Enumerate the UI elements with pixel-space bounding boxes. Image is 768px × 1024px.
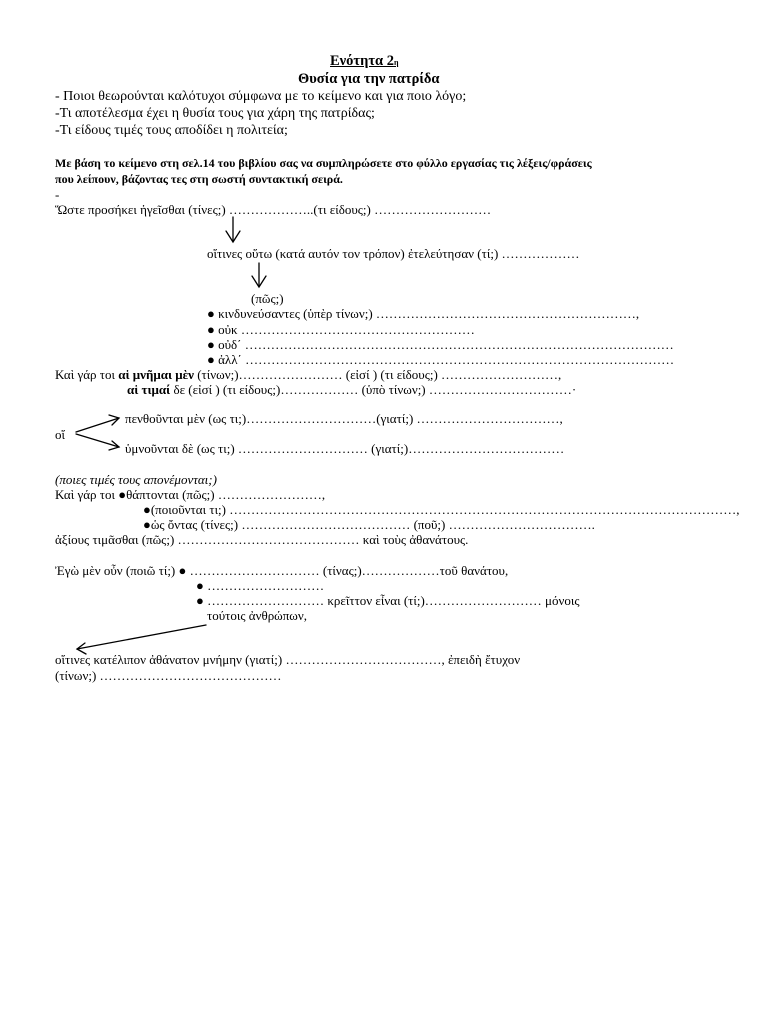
question-3: -Τι είδους τιμές τους αποδίδει η πολιτεία; (55, 123, 288, 138)
worksheet-line-18: ● ……………………… (196, 578, 325, 593)
instructions-line-1: Με βάση το κείμενο στη σελ.14 του βιβλίου σας να συμπληρώσετε στο φύλλο εργασίας τις λέξεις/φράσεις (55, 156, 592, 170)
worksheet-line-4: ● κινδυνεύσαντες (ὑπὲρ τίνων;) ……………………………………………………, (207, 306, 640, 321)
worksheet-line-11: ὑμνοῦνται δὲ (ως τι;) ………………………… (γιατί;)……………………………… (125, 441, 565, 456)
down-arrow-1 (226, 217, 240, 242)
line-8-lead: Καὶ γάρ τοι (55, 367, 119, 382)
line-8-rest: (τίνων;)…………………… (εἰσί ) (τι είδους;) ………………………, (193, 367, 562, 382)
line-8-bold: αἱ μνῆμαι μὲν (118, 367, 194, 382)
worksheet-line-5: ● οὐκ ……………………………………………… (207, 322, 475, 337)
worksheet-line-7: ● ἀλλ΄ ……………………………………………………………………………………… (207, 352, 675, 367)
worksheet-line-21: οἵτινες κατέλιπον ἀθάνατον μνήμην (γιατί;) ………………………………, ἐπειδὴ ἔτυχον (55, 652, 521, 667)
worksheet-line-16: ἀξίους τιμᾶσθαι (πῶς;) …………………………………… καὶ τοὺς ἀθανάτους. (55, 532, 469, 547)
worksheet-line-2: οἵτινες οὕτω (κατά αυτόν τον τρόπον) ἐτελεύτησαν (τί;) ……………… (207, 246, 580, 261)
worksheet-line-20: τούτοις ἀνθρώπων, (207, 608, 307, 623)
dash-marker: - (55, 187, 60, 202)
instructions-line-2: που λείπουν, βάζοντας τες στη σωστή συντακτική σειρά. (55, 172, 343, 186)
line-9-rest: δε (εἰσί ) (τι είδους;)……………… (ὑπὸ τίνων;) ……………………………· (170, 382, 577, 397)
worksheet-line-22: (τίνων;) …………………………………… (55, 668, 282, 683)
question-2: -Τι αποτέλεσμα έχει η θυσία τους για χάρη της πατρίδας; (55, 106, 375, 121)
worksheet-line-10: πενθοῦνται μὲν (ως τι;)…………………………(γιατί;) ……………………………, (125, 411, 563, 426)
title-main: Ενότητα 2 (330, 53, 394, 69)
worksheet-line-6: ● οὐδ΄ ……………………………………………………………………………………… (207, 337, 674, 352)
worksheet-line-1: Ὥστε προσήκει ἡγεῖσθαι (τίνες;) ………………..(τι είδους;) ……………………… (55, 202, 492, 217)
worksheet-line-12: (ποιες τιμές τους απονέμονται;) (55, 472, 217, 487)
worksheet-line-13: Καὶ γάρ τοι ●θάπτονται (πῶς;) ……………………, (55, 487, 326, 502)
worksheet-line-19: ● ……………………… κρεῖττον εἶναι (τί;)……………………… μόνοις (196, 593, 580, 608)
question-1: - Ποιοι θεωρούνται καλότυχοι σύμφωνα με το κείμενο και για ποιο λόγο; (55, 89, 467, 104)
return-arrow (77, 625, 206, 654)
oi-marker: οἵ (55, 427, 65, 442)
title-superscript: η (393, 58, 399, 67)
split-arrow-up (76, 415, 119, 432)
down-arrow-2 (252, 263, 266, 287)
split-arrow-down (76, 434, 119, 450)
line-9-bold: αἱ τιμαί (127, 382, 171, 397)
worksheet-line-3: (πῶς;) (251, 291, 284, 306)
worksheet-line-17: Ἐγὼ μὲν οὖν (ποιῶ τί;) ● ………………………… (τίνας;)………………τοῦ θανάτου, (55, 563, 509, 578)
worksheet-line-14: ●(ποιοῦνται τι;) ………………………………………………………………………………………………………, (143, 502, 740, 517)
worksheet-line-15: ●ὡς ὄντας (τίνες;) ………………………………… (ποῦ;) ……………………………. (143, 517, 595, 532)
page-subtitle: Θυσία για την πατρίδα (298, 71, 440, 87)
